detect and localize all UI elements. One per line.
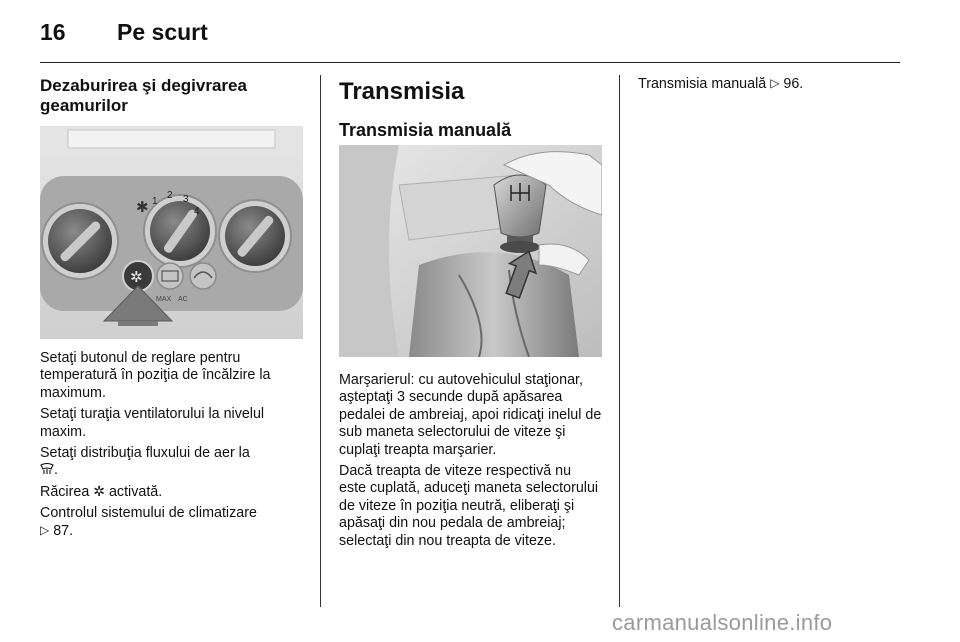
- cooling-end: activată.: [108, 483, 163, 500]
- header-rule: [40, 62, 900, 63]
- climate-control-reference: [40, 505, 304, 540]
- svg-text:1: 1: [152, 196, 158, 207]
- defrost-step-cooling: [40, 484, 304, 501]
- subsection-title-manual: Transmisia manuală: [339, 120, 512, 140]
- column-reference: [638, 76, 900, 97]
- climate-reference-page[interactable]: 87.: [53, 522, 74, 539]
- climate-control-illustration: [40, 126, 303, 339]
- reference-triangle-icon: ▷: [770, 76, 780, 90]
- svg-text:✱: ✱: [136, 198, 149, 216]
- windshield-defrost-icon: [40, 463, 54, 475]
- gear-lever-drawing: [339, 145, 602, 357]
- column-divider-2: [619, 75, 620, 607]
- defrost-step-distribution: [40, 445, 304, 480]
- column-transmission: [339, 76, 602, 141]
- reverse-gear-instructions: Marşarierul: cu autovehiculul staţionar, aşteptaţi 3 secunde după apăsarea pedalei de ambreiaj, apoi ridicaţi inelul de sub maneta selectorului de viteze şi cuplaţi treapta marşarier.: [339, 372, 602, 458]
- manual-transmission-reference-text: Transmisia manuală: [638, 76, 767, 92]
- ac-snowflake-icon: ✲: [93, 483, 105, 500]
- defrost-step-temperature: Setaţi butonul de reglare pentru temperatură în poziţia de încălzire la maximum.: [40, 350, 271, 401]
- svg-text:MAX: MAX: [156, 296, 172, 303]
- svg-text:4: 4: [194, 206, 200, 217]
- gear-not-engaged-instructions: Dacă treapta de viteze respectivă nu este cuplată, aduceţi maneta selectorului de viteze în poziţia neutră, eliberaţi şi apăsaţi din nou pedala de ambreiaj; selectaţi din nou treapta de viteze.: [339, 463, 599, 549]
- svg-text:✲: ✲: [130, 268, 143, 286]
- gear-lever-illustration: [339, 145, 602, 357]
- manual-transmission-reference: [638, 76, 900, 93]
- page-header-title: Pe scurt: [117, 19, 208, 45]
- defrost-instructions: [40, 350, 304, 544]
- svg-text:2: 2: [167, 190, 173, 201]
- section-title-defrost: Dezaburirea şi degivrarea geamurilor: [40, 76, 247, 115]
- section-title-transmission: Transmisia: [339, 78, 465, 105]
- cooling-text: Răcirea: [40, 483, 90, 500]
- page-number: 16: [40, 19, 66, 45]
- column-defrost: [40, 76, 304, 116]
- defrost-step-fan: Setaţi turaţia ventilatorului la nivelul maxim.: [40, 406, 265, 440]
- climate-reference-text: Controlul sistemului de climatizare: [40, 505, 257, 522]
- distribution-end: .: [54, 462, 58, 479]
- column-divider-1: [320, 75, 321, 607]
- manual-transmission-reference-page[interactable]: 96.: [783, 76, 804, 92]
- distribution-text: Setaţi distribuţia fluxului de aer la: [40, 445, 250, 462]
- climate-panel-drawing: [40, 126, 303, 339]
- svg-text:AC: AC: [178, 296, 188, 303]
- svg-text:3: 3: [183, 194, 189, 205]
- reference-triangle-icon: ▷: [40, 522, 50, 537]
- transmission-instructions: [339, 372, 602, 554]
- watermark: carmanualsonline.info: [612, 610, 833, 635]
